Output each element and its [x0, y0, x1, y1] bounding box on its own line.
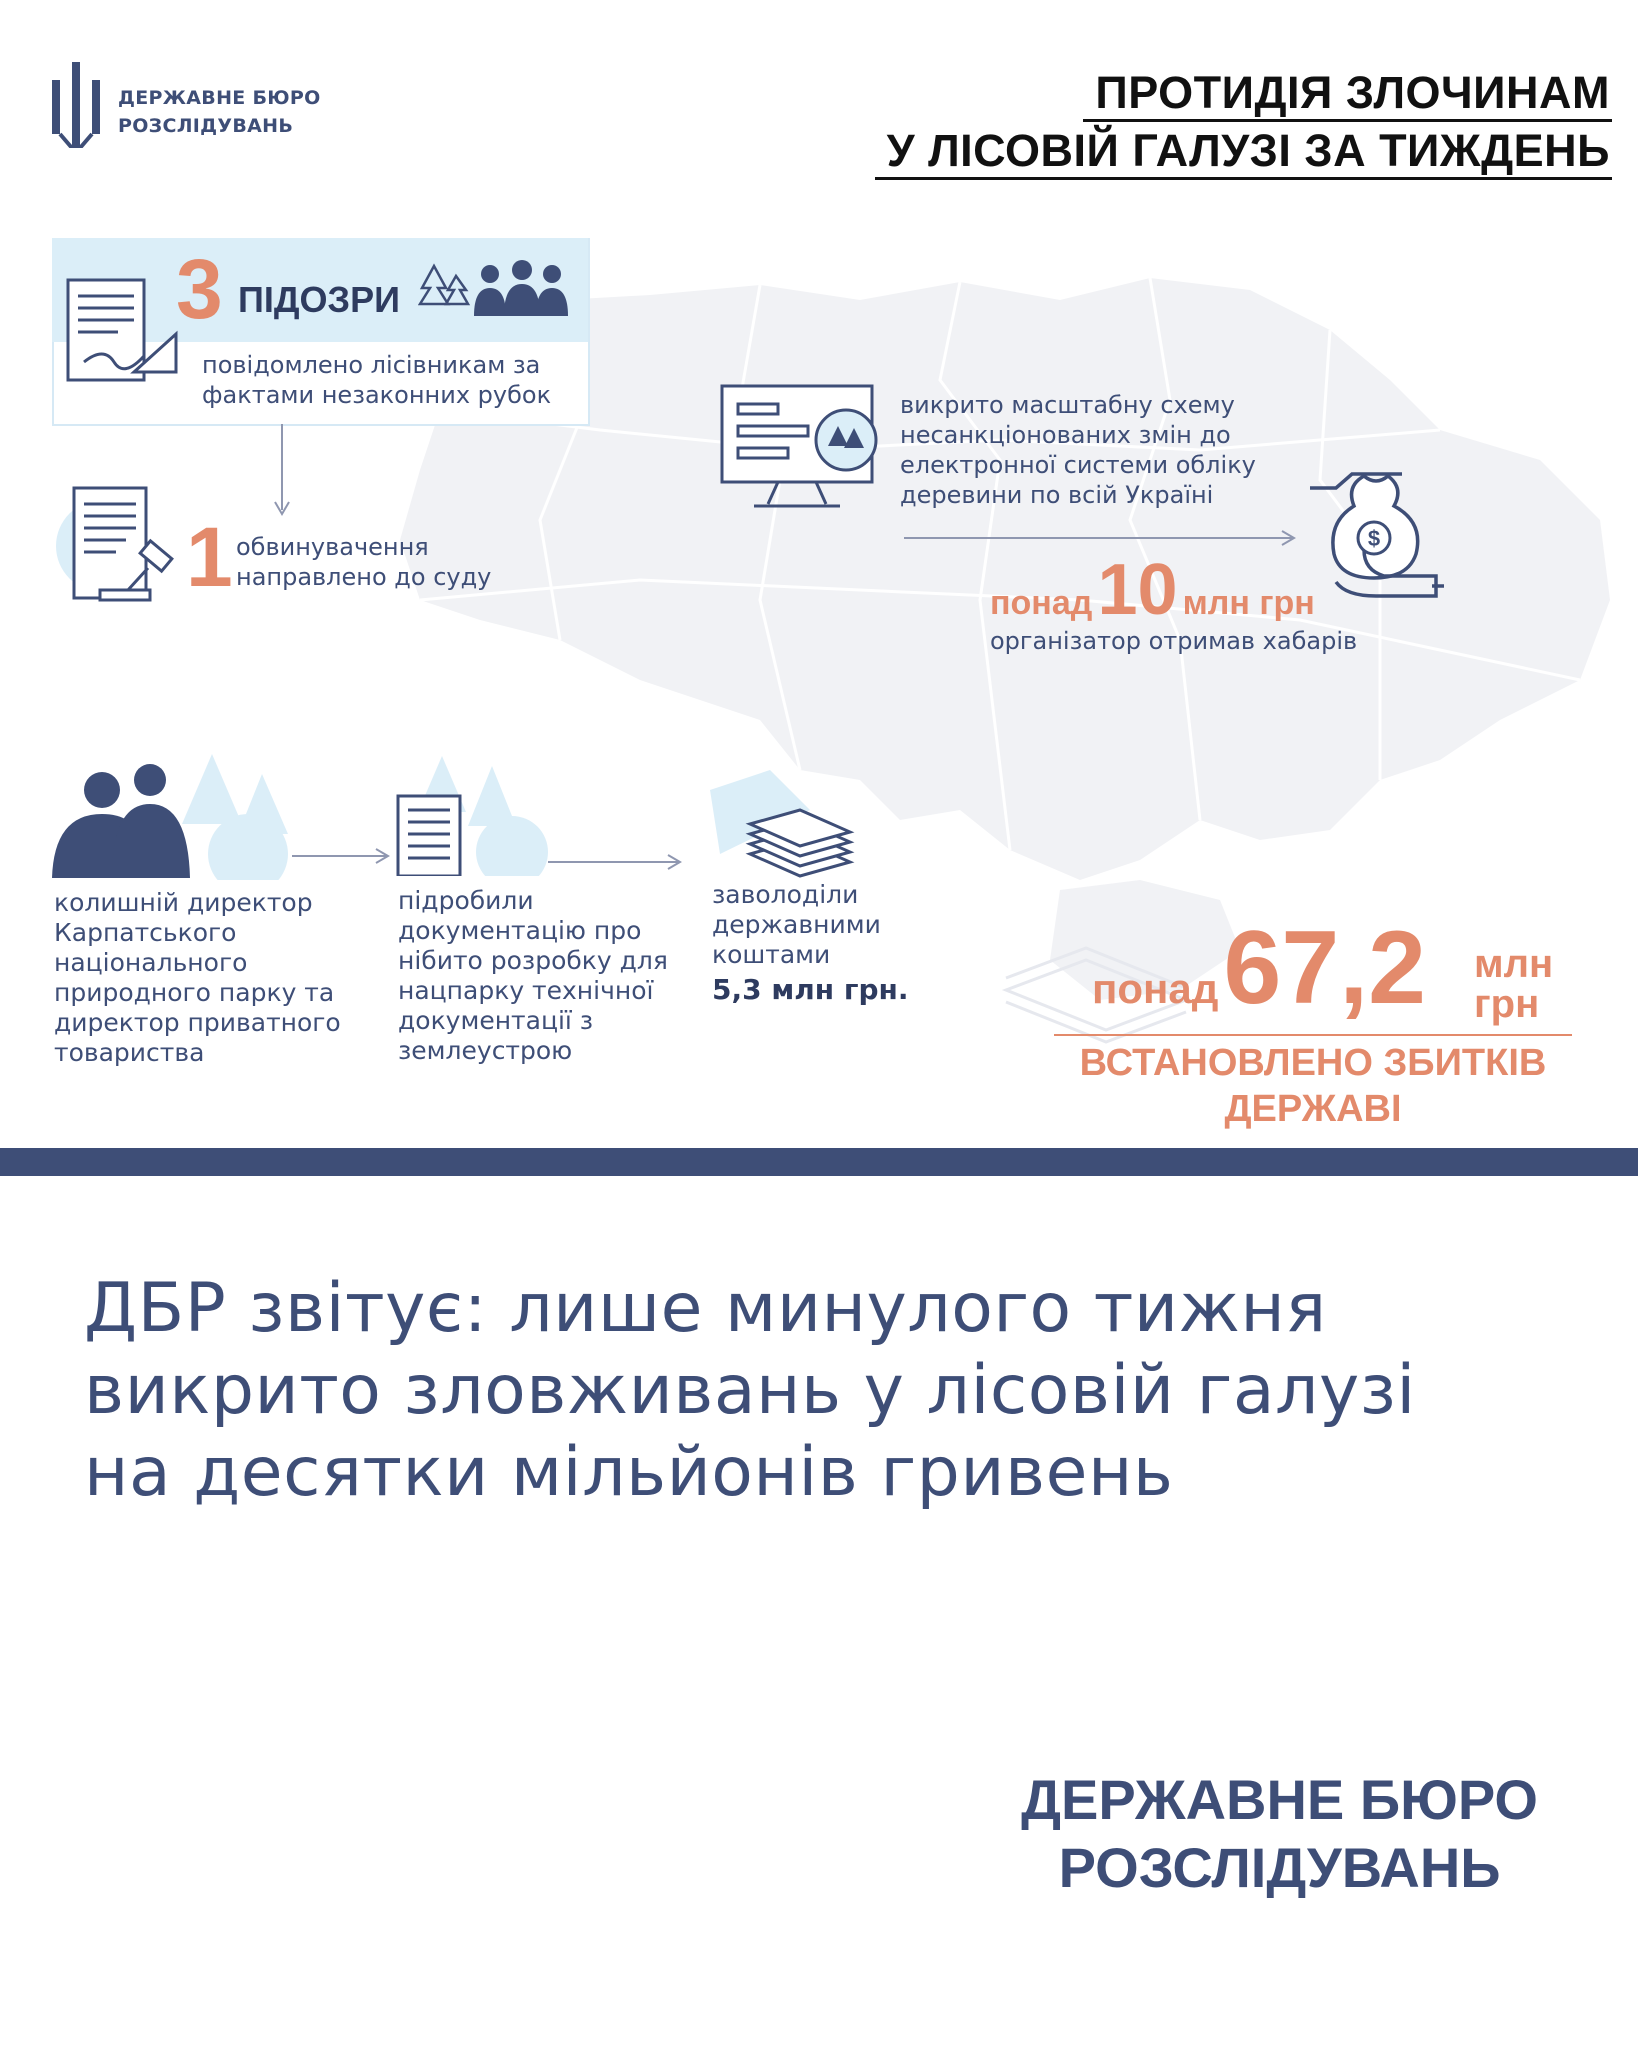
money-stack-icon	[710, 770, 860, 880]
flow-arrow-1-icon	[292, 846, 392, 866]
suspicions-line-1: повідомлено лісівникам за	[202, 351, 541, 379]
headline-line-3: на десятки мільйонів гривень	[84, 1433, 1174, 1512]
seized-amount: 5,3 млн грн.	[712, 973, 909, 1006]
footer-organization	[1021, 1766, 1538, 1902]
scheme-line-4: деревини по всій Україні	[900, 481, 1214, 509]
monitor-tree-icon	[718, 382, 884, 518]
title-line-1: ПРОТИДІЯ ЗЛОЧИНАМ	[1083, 67, 1612, 122]
dbr-logo-icon	[52, 62, 100, 148]
indictment-line-1: обвинувачення	[236, 533, 429, 561]
flow-arrow-2-icon	[548, 852, 684, 872]
directors-text	[54, 888, 341, 1068]
svg-text:$: $	[1367, 526, 1381, 551]
scheme-line-3: електронної системи обліку	[900, 451, 1256, 479]
suspicions-text	[202, 350, 551, 410]
headline	[84, 1268, 1564, 1514]
seized-line-1: заволоділи	[712, 880, 859, 909]
logo-text	[118, 84, 321, 140]
indictment-number: 1	[186, 510, 233, 604]
scheme-line-2: несанкціонованих змін до	[900, 421, 1231, 449]
seized-line-2: державними	[712, 910, 881, 939]
money-bag-hands-icon	[1306, 466, 1446, 610]
footer-line-1: ДЕРЖАВНЕ БЮРО	[1021, 1768, 1538, 1831]
headline-line-2: викрито зловживань у лісовій галузі	[84, 1351, 1416, 1430]
indictment-line-2: направлено до суду	[236, 563, 492, 591]
forged-line-6: землеустрою	[398, 1036, 573, 1065]
document-trees-icon	[392, 756, 552, 876]
businessmen-trees-icon	[52, 754, 292, 880]
forged-line-4: нацпарку технічної	[398, 976, 654, 1005]
title-line-2: У ЛІСОВІЙ ГАЛУЗІ ЗА ТИЖДЕНЬ	[875, 125, 1612, 180]
damages-number: 67,2	[1223, 910, 1426, 1026]
forged-line-5: документації з	[398, 1006, 594, 1035]
footer-line-2: РОЗСЛІДУВАНЬ	[1058, 1836, 1501, 1899]
bribe-amount	[990, 550, 1315, 630]
directors-line-1: колишній директор	[54, 888, 313, 917]
directors-line-3: національного	[54, 948, 248, 977]
directors-line-6: товариства	[54, 1038, 205, 1067]
page-title	[875, 64, 1612, 180]
scheme-line-1: викрито масштабну схему	[900, 391, 1235, 419]
damages-caption	[1054, 1040, 1572, 1132]
logo-line-1: ДЕРЖАВНЕ БЮРО	[118, 87, 321, 109]
bribe-number: 10	[1097, 550, 1178, 630]
signed-document-icon	[64, 276, 180, 388]
damages-divider	[1054, 1034, 1572, 1036]
bribe-caption: організатор отримав хабарів	[990, 627, 1358, 655]
scheme-text	[900, 390, 1256, 510]
forged-line-2: документацію про	[398, 916, 642, 945]
scheme-arrow-icon	[904, 528, 1298, 548]
logo-line-2: РОЗСЛІДУВАНЬ	[118, 115, 294, 137]
indictment-text	[236, 532, 491, 592]
section-divider-bar	[0, 1148, 1638, 1176]
forged-text	[398, 886, 668, 1066]
directors-line-5: директор приватного	[54, 1008, 341, 1037]
damages-unit	[1474, 944, 1553, 1024]
bribe-prefix: понад	[990, 584, 1093, 622]
damages-line-1: ВСТАНОВЛЕНО ЗБИТКІВ	[1079, 1042, 1547, 1084]
headline-line-1: ДБР звітує: лише минулого тижня	[84, 1269, 1327, 1348]
forged-line-3: нібито розробку для	[398, 946, 668, 975]
bribe-unit: млн грн	[1182, 584, 1315, 622]
gavel-document-icon	[56, 482, 186, 612]
seized-line-3: коштами	[712, 940, 831, 969]
suspicions-number: 3	[176, 242, 223, 336]
damages-prefix: понад	[1092, 965, 1219, 1012]
damages-unit-2: грн	[1474, 982, 1540, 1026]
down-arrow-icon	[274, 424, 290, 516]
forged-line-1: підробили	[398, 886, 534, 915]
damages-amount	[1092, 910, 1426, 1026]
people-trees-icon	[418, 258, 570, 318]
damages-unit-1: млн	[1474, 942, 1554, 986]
damages-line-2: ДЕРЖАВІ	[1224, 1088, 1402, 1130]
suspicions-line-2: фактами незаконних рубок	[202, 381, 552, 409]
directors-line-2: Карпатського	[54, 918, 237, 947]
seized-text	[712, 880, 909, 1010]
directors-line-4: природного парку та	[54, 978, 335, 1007]
suspicions-label: ПІДОЗРИ	[238, 279, 400, 320]
